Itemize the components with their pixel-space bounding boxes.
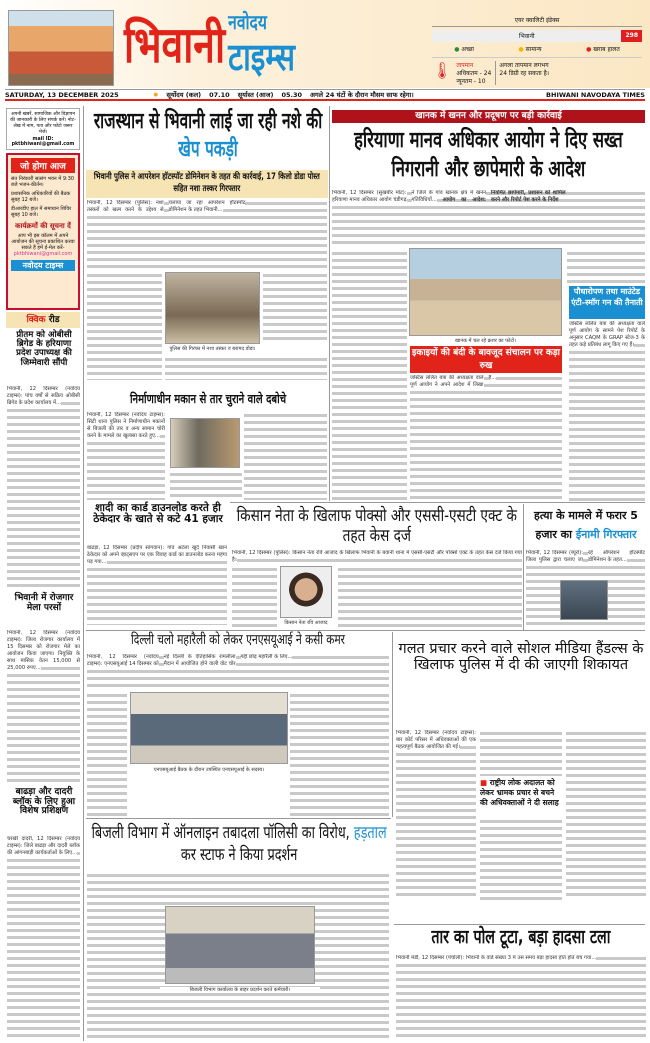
power-caption: बिजली विभाग कार्यालय के बाहर प्रदर्शन करते कर्मचारी। — [160, 987, 320, 993]
thermometer-icon: 🌡 — [432, 61, 453, 80]
title-group — [124, 10, 295, 80]
events-text: आप भी इस कॉलम में अपने आयोजन की सूचना प्रकाशित करवा सकते हैं हमें ई-मेल करें- — [11, 233, 75, 251]
nsui-headline: दिल्ली चलो महारैली को लेकर एनएसयूआई ने कसी कमर — [131, 632, 345, 648]
date-strip — [5, 89, 645, 101]
notice-text: अपनी खबरें, सामाजिक और विज्ञापन की जानकारी के लिए संपर्क करें। नोट- लेख में नाम, पता और फोटो जरूर भेजें। — [10, 112, 76, 135]
events-title: कार्यक्रमों की सूचना दें — [15, 222, 71, 230]
lead-text-3 — [263, 272, 327, 342]
murder-text: भिवानी, 12 दिसम्बर (ब्यूरो): जिला पुलिस द्वारा चलाए जा रहे ऑपरेशन हॉटस्पॉट डोमिनेशन के तहत... — [526, 550, 645, 628]
notice-email: mail ID: pktbhiwani@gmail.com — [11, 137, 75, 147]
wire-theft-photo — [170, 418, 240, 468]
notice-box — [6, 108, 80, 150]
protest-photo — [165, 906, 315, 984]
social-text: भिवानी, 12 दिसम्बर (नवोदय टाइम्स): बार कोर्ट परिसर में अधिवक्ताओं की एक महत्वपूर्ण बैठक आयोजित की गई। — [396, 730, 476, 900]
lead-deck: भिवानी पुलिस ने आपरेशन हॉटस्पॉट डोमिनेशन के तहत की कार्रवाई, 17 किलो डोडा पोस्त सहित नशा तस्कर गिरफ्तार — [93, 172, 320, 194]
farmer-leader-photo — [280, 566, 332, 618]
temp-min: न्यूनतम - 10 — [456, 78, 486, 85]
title-main: भिवानी — [124, 16, 226, 74]
title-side: टाइम्स — [228, 35, 296, 79]
sidebar-story-text: चरखी दादरी, 12 दिसम्बर (नवोदय टाइम्स): जिले बाढड़ा और दादरी ब्लॉक की आंगनबाड़ी कार्यकर्ताओं के लिए... — [7, 836, 80, 1038]
photo-caption: पुलिस की गिरफ्त में नशा तस्कर व बरामद डोडा। — [169, 346, 256, 352]
today-title: जो होगा आज — [11, 158, 75, 173]
today-item: प्रशासनिक अधिकारियों की बैठक सुबह 12 बजे। — [11, 191, 71, 203]
aqi-city: भिवानी — [432, 30, 621, 42]
mining-headline: हरियाणा मानव अधिकार आयोग ने दिए सख्त निगरानी और छापेमारी के आदेश — [354, 128, 623, 182]
mining-box-text: जस्टिस ललित बत्रा की अध्यक्षता वाले पूर्ण आयोग ने अपने आदेश में लिखा है... — [410, 375, 562, 500]
sidebar-story-title: बाढड़ा और दादरी ब्लॉक के लिए हुआ विशेष प्रशिक्षण — [12, 787, 76, 817]
pocso-text-2 — [232, 566, 277, 628]
aqi-box — [432, 16, 642, 85]
date: SATURDAY, 13 DECEMBER 2025 — [5, 90, 119, 99]
card-fraud-text: बाढड़ा, 12 दिसम्बर (प्रदीप सांगवान): गांव अटेला खुर्द निवासी खान ठेकेदार को अपने व्हाट्सएप पर एक विवाह कार्ड का डाउनलोड करना महंगा पड़ गया... — [87, 545, 227, 625]
lead-text-4 — [165, 356, 327, 380]
social-headline: गलत प्रचार करने वाले सोशल मीडिया हैंडल्स के खिलाफ पुलिस में दी की जाएगी शिकायत — [398, 641, 644, 673]
mining-text: भिवानी, 12 दिसम्बर (सुखबीर मोट): हरियाणा मानव अधिकार आयोग चंडीगढ़ ने जिले के गांव खानक क्षेत्र में खनन गतिविधियों... आयोग का आदेश: नियमित छापेमारी, प्रशासन को शामिल करने और रिपोर्ट पेश करने के निर्देश — [332, 190, 645, 248]
murder-headline: हत्या के मामले में फरार 5 हजार का ईनामी गिरफ्तार — [534, 509, 638, 541]
events-brand: नवोदय टाइम्स — [11, 260, 75, 271]
today-item: संत निरंकारी सत्संग भवन में 9:30 बजे भजन-कीर्तन। — [11, 176, 75, 188]
sidebar-story-text: भिवानी, 12 दिसम्बर (नवोदय टाइम्स): जिला रोजगार कार्यालय में 15 दिसम्बर को रोजगार मेले का आयोजन किया जाएगा। नियुक्ति के साथ मासिक वेतन 15,000 से 25,000 रुपए... — [7, 630, 80, 784]
pole-text: भिवानी मंडी, 12 दिसम्बर (पंचोली): भिवानी के वार्ड संख्या 3 में उस समय बड़ा हादसा होते होते बच गया... — [396, 955, 646, 1038]
handcuff-photo — [560, 580, 608, 620]
side-box-title: पौधारोपण तथा माउंटेड एंटी-स्मॉग गन की तैनाती — [569, 286, 645, 319]
pole-headline: तार का पोल टूटा, बड़ा हादसा टला — [431, 926, 611, 948]
sunrise-time: 07.10 — [209, 90, 230, 99]
wire-theft-headline: निर्माणाधीन मकान से तार चुराने वाले दबोचे — [129, 391, 287, 406]
mining-text-left — [332, 250, 407, 500]
mining-kicker: खानक में खनन और प्रदूषण पर बड़ी कार्रवाई — [332, 110, 645, 123]
temp-note: अगला तापमान लगभग 24 डिग्री रह सकता है। — [495, 61, 555, 85]
masthead — [0, 0, 650, 88]
pocso-caption: किसान नेता रवि आजाद — [284, 620, 328, 626]
aqi-legend-good: ● अच्छा — [454, 46, 474, 53]
temp-title: तापमान — [456, 62, 474, 69]
aqi-value: 298 — [621, 30, 642, 42]
social-text-4 — [566, 730, 646, 900]
wire-theft-text-3 — [170, 471, 242, 500]
nsui-text: भिवानी, 12 दिसम्बर (नवोदय टाइम्स): एनएसयूआई 14 दिसम्बर को नई दिल्ली के ऐतिहासिक रामलीला मैदान में आयोजित होने वाली वोट चोर गद्दी छोड़ महारैली के लिए... — [87, 654, 389, 690]
pocso-headline: किसान नेता के खिलाफ पोक्सो और एससी-एसटी एक्ट के तहत केस दर्ज — [236, 506, 517, 546]
aqi-legend-moderate: ● सामान्य — [518, 46, 542, 53]
social-text-3 — [480, 818, 562, 900]
lead-text: भिवानी, 12 दिसम्बर (पुलिस): नशा तस्करों को खत्म करने के उद्देश्य से चलाया जा रहा आपरेशन हॉटस्पॉट डोमिनेशन के तहत भिवानी... — [87, 200, 327, 270]
aqi-legend-poor: ● खराब हालत — [586, 46, 620, 53]
aqi-title: एयर क्वालिटी इंडेक्स — [432, 16, 642, 27]
sidebar-story-title: प्रीतम को ओबीसी ब्रिगेड के हरियाणा प्रदेश उपाध्यक्ष की जिम्मेवारी सौंपी — [16, 330, 72, 368]
wire-theft-text: भिवानी, 12 दिसम्बर (नवोदय टाइम्स): सिटी थाना पुलिस ने निर्माणाधीन मकानों से बिजली की तार व अन्य सामान चोरी करने के मामले का खुलासा करते हुए... — [87, 412, 165, 500]
pocso-text: भिवानी, 12 दिसम्बर (पुलिस): किसान नेता रवि आजाद के खिलाफ भिवानी के बवानी थाना में एससी-एसटी और पोक्सो एक्ट के तहत केस दर्ज किया गया है। — [232, 550, 522, 563]
crusher-photo — [409, 248, 562, 336]
nsui-text-left — [87, 692, 127, 817]
sidebar-story-title: भिवानी में रोजगार मेला परसों — [14, 593, 74, 613]
nsui-caption: एनएसयूआई बैठक के दौरान उपस्थित एनएसयूआई के सदस्य। — [153, 767, 265, 773]
title-top: नवोदय — [228, 10, 267, 34]
nsui-text-right — [290, 692, 389, 817]
today-box — [6, 153, 80, 310]
card-fraud-headline: शादी का कार्ड डाउनलोड करते ही ठेकेदार के खाते से कटे 41 हजार — [93, 502, 223, 526]
quick-read-banner — [6, 312, 80, 328]
social-pullquote: ■ राष्ट्रीय लोक अदालत को लेकर भ्रामक प्रचार से बचने की अधिवक्ताओं ने दी सलाह — [480, 778, 562, 808]
quick-read-2: रीड — [48, 315, 60, 325]
sun-icon: ✹ — [153, 90, 159, 99]
wire-theft-text-2 — [244, 412, 327, 500]
lead-text-2 — [87, 272, 162, 380]
pocso-text-3 — [338, 566, 522, 628]
forecast: अगले 24 घंटों के दौरान मौसम साफ रहेगा। — [310, 91, 414, 99]
sunrise-label: सूर्योदय (कल) — [166, 91, 202, 99]
today-item: डीआरडीए हाल में समाधान शिविर सुबह 10 बजे। — [11, 206, 72, 218]
mining-box: इकाइयों की बंदी के बावजूद संचालन पर कड़ा रुख — [410, 346, 562, 373]
quick-read-1: क्विक — [26, 315, 46, 325]
temple-photo — [8, 10, 114, 86]
social-text-2 — [480, 730, 562, 776]
lead-headline: राजस्थान से भिवानी लाई जा रही नशे की खेप पकड़ी — [93, 109, 323, 162]
sidebar-story-text: भिवानी, 12 दिसम्बर (नवोदय टाइम्स): पांच वर्षों से सक्रिय ओबीसी ब्रिगेड के प्रदेश कार्यालय में... — [7, 386, 80, 590]
temp-max: अधिकतम - 24 — [456, 70, 492, 77]
power-headline: बिजली विभाग में ऑनलाइन तबादला पॉलिसी का विरोध, हड़ताल कर स्टाफ ने किया प्रदर्शन — [91, 823, 387, 865]
bullet-icon: ■ — [480, 778, 488, 787]
events-email[interactable]: pktbhiwani@gmail.com — [13, 251, 73, 257]
sunset-label: सूर्यास्त (आज) — [237, 91, 274, 99]
drug-seizure-photo — [165, 272, 260, 344]
crusher-caption: खानक में चल रहे क्रशर का फोटो। — [454, 338, 517, 344]
nsui-group-photo — [130, 692, 288, 764]
mining-text-right — [567, 250, 645, 284]
paper-name: BHIWANI NAVODAYA TIMES — [546, 90, 645, 99]
side-box-text: जस्टिस ललित बत्रा की अध्यक्षता वाले पूर्ण आयोग के सामने पेश रिपोर्ट के अनुसार CAQM के GRAP स्टेज-3 के तहत कड़े प्रतिबंध लागू किए गए हैं। — [569, 321, 645, 501]
sunset-time: 05.30 — [281, 90, 303, 99]
